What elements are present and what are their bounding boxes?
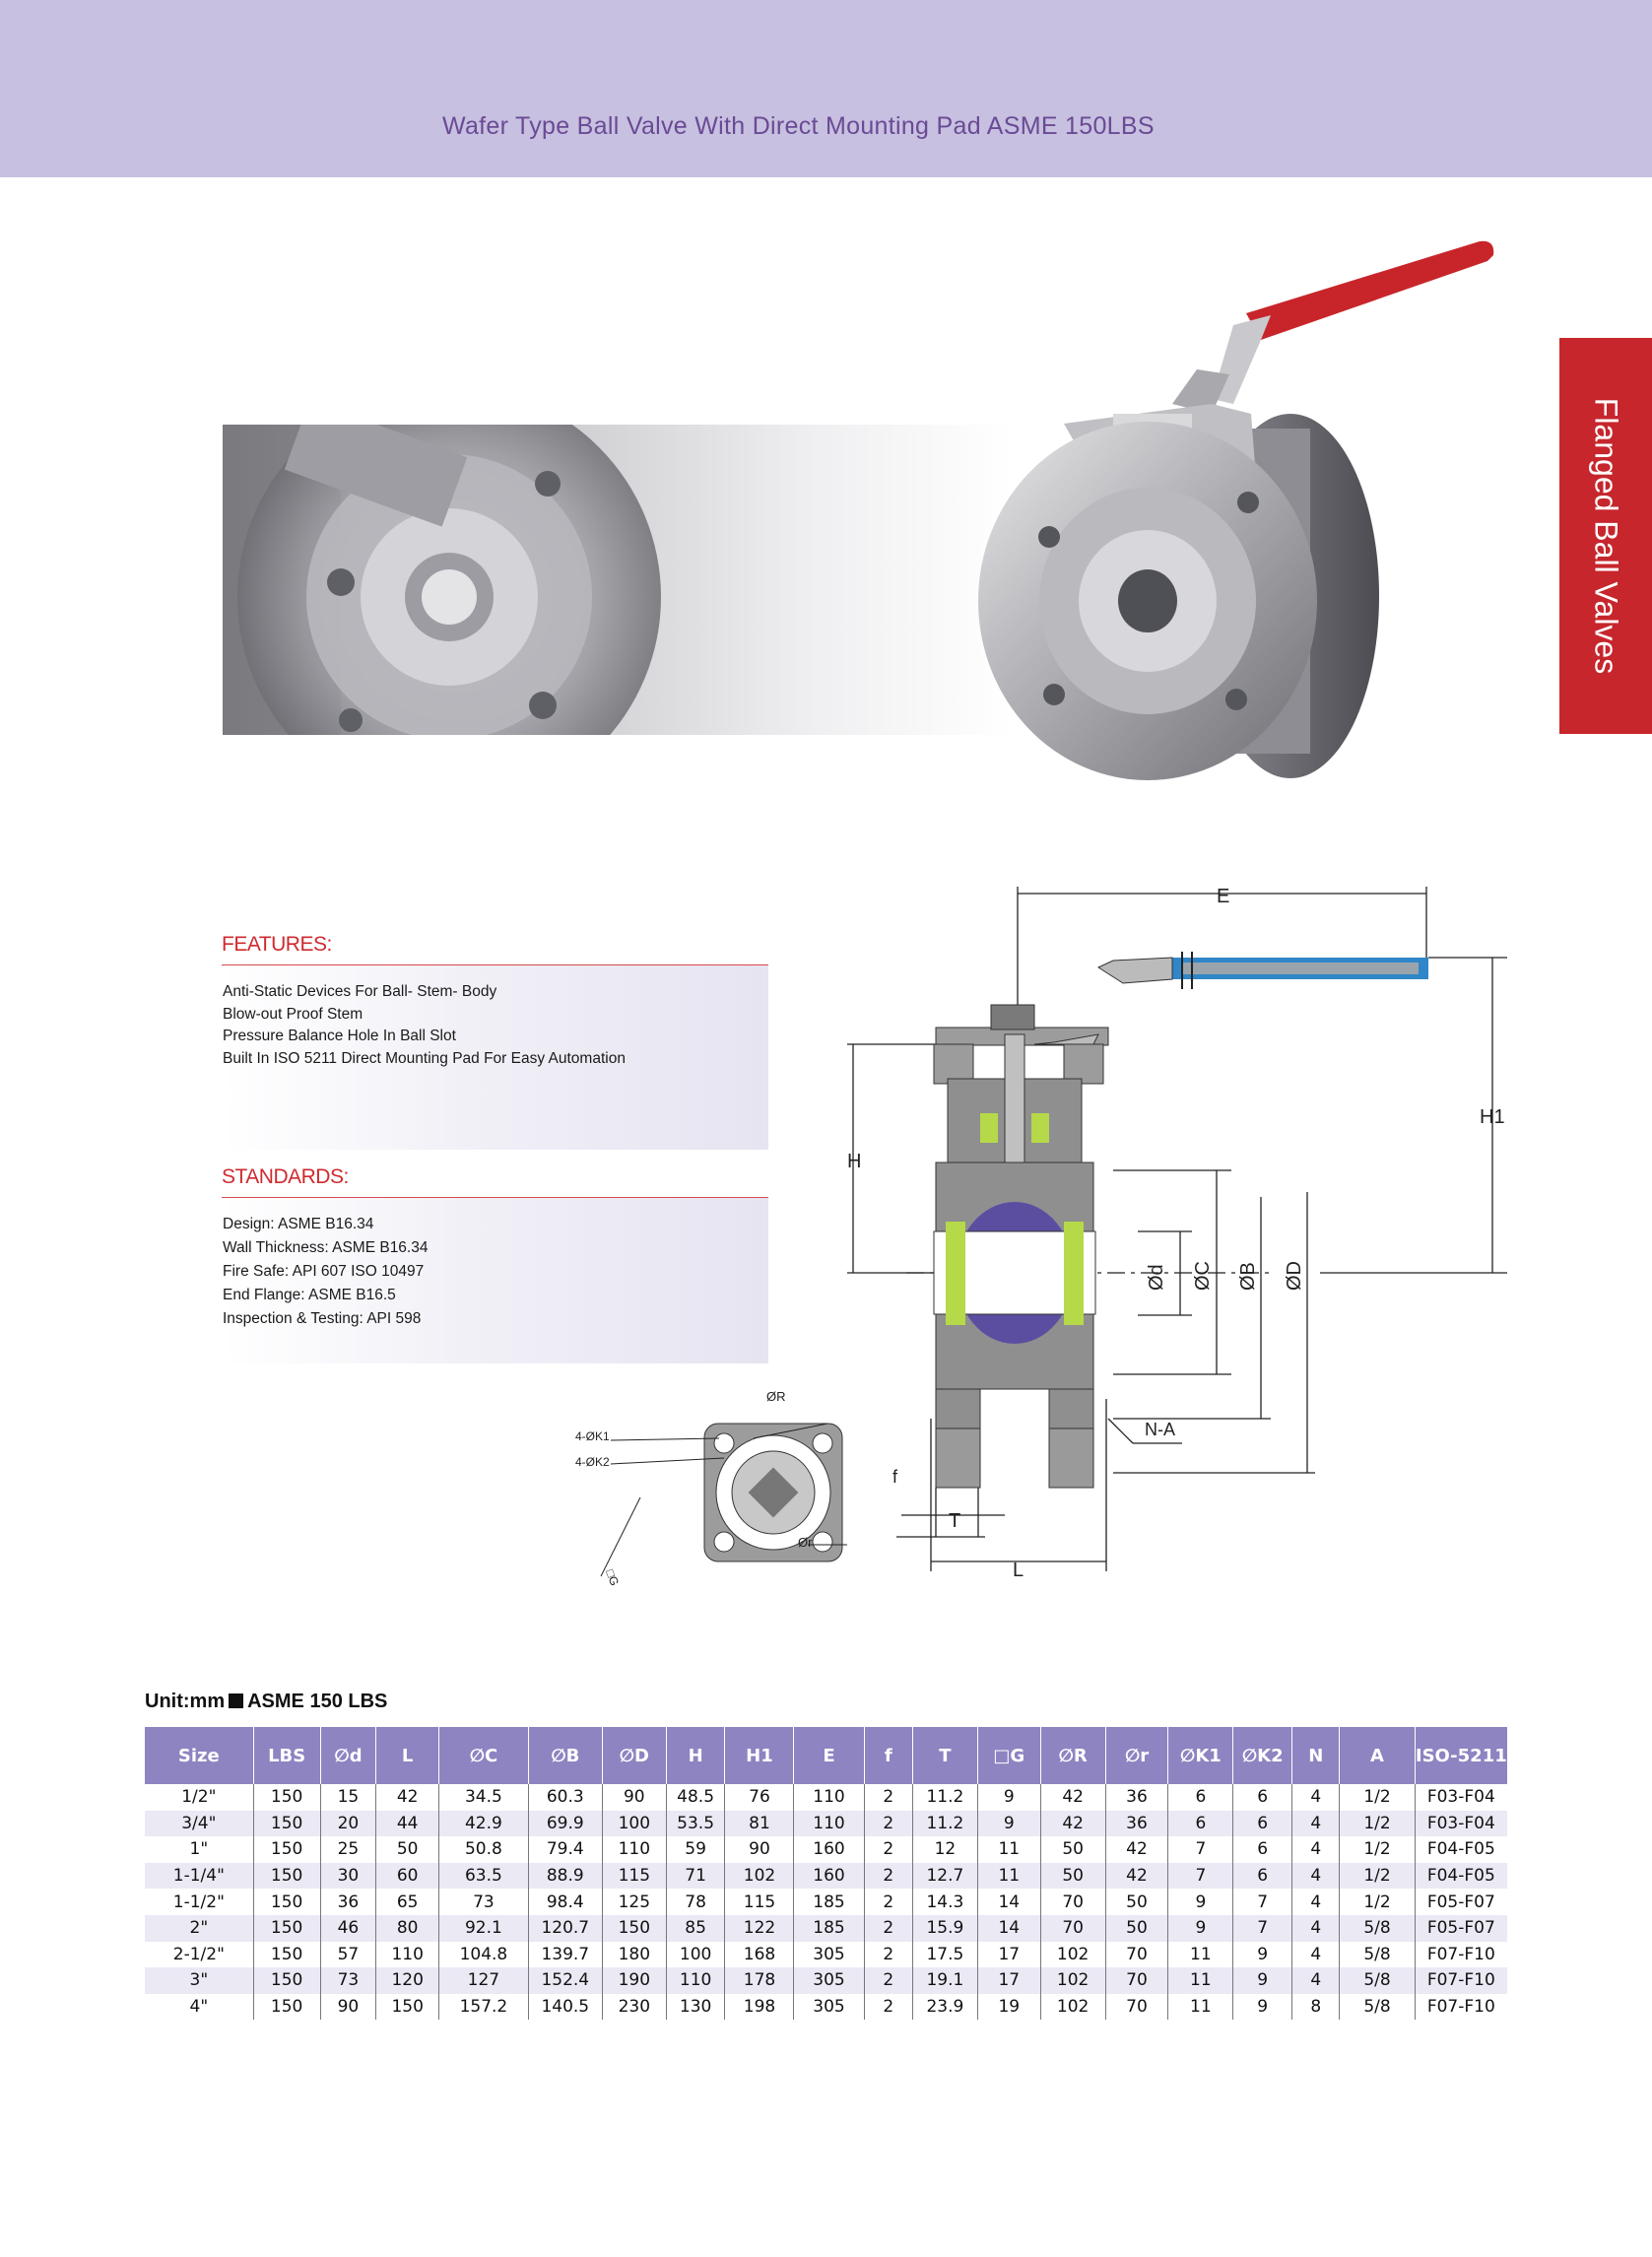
table-cell: 59 bbox=[666, 1836, 725, 1863]
table-cell: 127 bbox=[439, 1967, 529, 1994]
dim-label-H1: H1 bbox=[1480, 1106, 1505, 1128]
table-cell: 157.2 bbox=[439, 1994, 529, 2021]
table-cell: 90 bbox=[320, 1994, 376, 2021]
column-header: ∅R bbox=[1040, 1727, 1105, 1784]
dim-label-T: T bbox=[949, 1510, 961, 1532]
table-cell: 50 bbox=[1105, 1915, 1168, 1942]
table-cell: 178 bbox=[725, 1967, 794, 1994]
table-cell: 150 bbox=[253, 1863, 320, 1890]
table-row bbox=[145, 1889, 1507, 1915]
table-header-row bbox=[145, 1727, 1507, 1784]
table-cell: 125 bbox=[602, 1889, 666, 1915]
ball-valve-photo bbox=[975, 232, 1527, 823]
table-cell: 15.9 bbox=[912, 1915, 977, 1942]
table-cell: 4 bbox=[1292, 1942, 1340, 1968]
table-cell: 9 bbox=[977, 1784, 1040, 1811]
table-cell: 9 bbox=[977, 1811, 1040, 1837]
table-cell: 4 bbox=[1292, 1863, 1340, 1890]
table-cell: 4 bbox=[1292, 1889, 1340, 1915]
table-cell: 115 bbox=[602, 1863, 666, 1890]
standard-item: End Flange: ASME B16.5 bbox=[223, 1287, 396, 1303]
table-cell: 11 bbox=[977, 1836, 1040, 1863]
column-header: N bbox=[1292, 1727, 1340, 1784]
table-cell: 3" bbox=[145, 1967, 253, 1994]
standard-item: Wall Thickness: ASME B16.34 bbox=[223, 1239, 429, 1256]
dim-label-B: ØB bbox=[1237, 1262, 1259, 1291]
table-cell: 42 bbox=[376, 1784, 439, 1811]
table-cell: 63.5 bbox=[439, 1863, 529, 1890]
table-cell: 90 bbox=[725, 1836, 794, 1863]
table-cell: 5/8 bbox=[1340, 1994, 1415, 2021]
table-cell: 150 bbox=[253, 1915, 320, 1942]
feature-item: Built In ISO 5211 Direct Mounting Pad For Easy Automation bbox=[223, 1049, 626, 1067]
section-tab bbox=[1559, 338, 1652, 734]
table-cell: 14.3 bbox=[912, 1889, 977, 1915]
table-cell: 102 bbox=[1040, 1942, 1105, 1968]
table-cell: 2 bbox=[864, 1915, 912, 1942]
standard-item: Fire Safe: API 607 ISO 10497 bbox=[223, 1263, 425, 1280]
column-header: ∅r bbox=[1105, 1727, 1168, 1784]
table-cell: 150 bbox=[253, 1967, 320, 1994]
table-cell: F04-F05 bbox=[1415, 1863, 1507, 1890]
table-cell: 2-1/2" bbox=[172, 1944, 225, 1964]
table-cell: 2 bbox=[864, 1967, 912, 1994]
table-cell: 120.7 bbox=[528, 1915, 602, 1942]
table-cell: 2 bbox=[864, 1863, 912, 1890]
dim-label-d: Ød bbox=[1146, 1264, 1167, 1291]
table-cell: 69.9 bbox=[528, 1811, 602, 1837]
table-cell: 102 bbox=[1040, 1994, 1105, 2021]
table-cell: 60.3 bbox=[528, 1784, 602, 1811]
table-cell: 71 bbox=[666, 1863, 725, 1890]
column-header: ∅d bbox=[320, 1727, 376, 1784]
table-cell: 6 bbox=[1168, 1811, 1233, 1837]
table-cell: 70 bbox=[1040, 1915, 1105, 1942]
table-cell: 110 bbox=[376, 1942, 439, 1968]
table-cell: 150 bbox=[376, 1994, 439, 2021]
table-cell: 80 bbox=[376, 1915, 439, 1942]
standard-item: Inspection & Testing: API 598 bbox=[223, 1310, 422, 1327]
table-cell: 30 bbox=[320, 1863, 376, 1890]
table-cell: 9 bbox=[1233, 1967, 1292, 1994]
table-cell: 1" bbox=[189, 1839, 209, 1860]
column-header: ∅K1 bbox=[1168, 1727, 1233, 1784]
column-header: ∅K2 bbox=[1233, 1727, 1292, 1784]
table-cell: F07-F10 bbox=[1415, 1994, 1507, 2021]
table-row bbox=[145, 1994, 1507, 2021]
dim-label-R: ØR bbox=[766, 1389, 786, 1404]
table-cell: 5/8 bbox=[1340, 1967, 1415, 1994]
table-cell: 198 bbox=[725, 1994, 794, 2021]
table-cell: 14 bbox=[977, 1915, 1040, 1942]
table-cell: 53.5 bbox=[666, 1811, 725, 1837]
table-cell: 1/2 bbox=[1340, 1784, 1415, 1811]
dim-label-G: □G bbox=[603, 1567, 623, 1588]
table-cell: 102 bbox=[725, 1863, 794, 1890]
table-cell: 230 bbox=[602, 1994, 666, 2021]
table-cell: 11 bbox=[1168, 1942, 1233, 1968]
table-cell: 11 bbox=[1168, 1994, 1233, 2021]
dim-label-f: f bbox=[892, 1467, 898, 1487]
unit-class: ASME 150 LBS bbox=[247, 1691, 388, 1712]
table-cell: 12.7 bbox=[912, 1863, 977, 1890]
table-cell: 139.7 bbox=[528, 1942, 602, 1968]
table-cell: 17 bbox=[977, 1942, 1040, 1968]
table-body bbox=[145, 1784, 1507, 2020]
table-cell: 17 bbox=[977, 1967, 1040, 1994]
column-header: ∅C bbox=[439, 1727, 529, 1784]
table-cell: 305 bbox=[794, 1967, 864, 1994]
table-cell: 73 bbox=[320, 1967, 376, 1994]
table-cell: 150 bbox=[253, 1784, 320, 1811]
column-header: T bbox=[912, 1727, 977, 1784]
dim-label-K1: 4-ØK1 bbox=[575, 1429, 610, 1443]
dim-label-E: E bbox=[1217, 886, 1230, 907]
column-header: □G bbox=[977, 1727, 1040, 1784]
table-cell: 79.4 bbox=[528, 1836, 602, 1863]
table-cell: 9 bbox=[1233, 1942, 1292, 1968]
column-header: ∅D bbox=[602, 1727, 666, 1784]
table-cell: 81 bbox=[725, 1811, 794, 1837]
table-row bbox=[145, 1836, 1507, 1863]
table-cell: 2 bbox=[864, 1784, 912, 1811]
table-row bbox=[145, 1863, 1507, 1890]
table-cell: 160 bbox=[794, 1836, 864, 1863]
table-cell: 6 bbox=[1168, 1784, 1233, 1811]
table-cell: 150 bbox=[253, 1889, 320, 1915]
standards-heading: STANDARDS: bbox=[222, 1165, 349, 1188]
dim-label-r: Ør bbox=[798, 1535, 813, 1550]
table-cell: 6 bbox=[1233, 1836, 1292, 1863]
table-cell: 6 bbox=[1233, 1784, 1292, 1811]
table-cell: 185 bbox=[794, 1915, 864, 1942]
unit-prefix: Unit:mm bbox=[145, 1691, 226, 1712]
dim-label-L: L bbox=[1013, 1560, 1024, 1581]
table-cell: 6 bbox=[1233, 1811, 1292, 1837]
table-cell: 6 bbox=[1233, 1863, 1292, 1890]
column-header: A bbox=[1340, 1727, 1415, 1784]
table-cell: 130 bbox=[666, 1994, 725, 2021]
table-cell: F03-F04 bbox=[1415, 1811, 1507, 1837]
table-cell: F04-F05 bbox=[1415, 1836, 1507, 1863]
dim-label-D: ØD bbox=[1284, 1261, 1305, 1291]
table-cell: 9 bbox=[1168, 1915, 1233, 1942]
table-cell: 50.8 bbox=[439, 1836, 529, 1863]
table-cell: 65 bbox=[376, 1889, 439, 1915]
table-cell: 70 bbox=[1105, 1967, 1168, 1994]
table-cell: 100 bbox=[602, 1811, 666, 1837]
table-cell: 4 bbox=[1292, 1836, 1340, 1863]
table-cell: 185 bbox=[794, 1889, 864, 1915]
table-cell: 57 bbox=[320, 1942, 376, 1968]
table-cell: 1-1/2" bbox=[172, 1892, 225, 1912]
table-cell: 2 bbox=[864, 1836, 912, 1863]
square-bullet-icon bbox=[229, 1693, 243, 1708]
table-cell: 90 bbox=[602, 1784, 666, 1811]
table-cell: 36 bbox=[1105, 1811, 1168, 1837]
table-cell: 76 bbox=[725, 1784, 794, 1811]
table-cell: 36 bbox=[1105, 1784, 1168, 1811]
table-cell: 20 bbox=[320, 1811, 376, 1837]
table-cell: 70 bbox=[1040, 1889, 1105, 1915]
table-cell: 104.8 bbox=[439, 1942, 529, 1968]
table-cell: 110 bbox=[666, 1967, 725, 1994]
table-cell: 180 bbox=[602, 1942, 666, 1968]
table-cell: 102 bbox=[1040, 1967, 1105, 1994]
table-cell: 12 bbox=[912, 1836, 977, 1863]
dimension-table bbox=[145, 1727, 1507, 2020]
feature-item: Pressure Balance Hole In Ball Slot bbox=[223, 1028, 456, 1044]
column-header: Size bbox=[145, 1727, 253, 1784]
table-cell: 305 bbox=[794, 1994, 864, 2021]
table-cell: F07-F10 bbox=[1415, 1967, 1507, 1994]
table-cell: 150 bbox=[253, 1836, 320, 1863]
page-title: Wafer Type Ball Valve With Direct Mounting Pad ASME 150LBS bbox=[442, 112, 1155, 140]
table-row bbox=[145, 1915, 1507, 1942]
dim-label-H: H bbox=[847, 1151, 862, 1172]
technical-drawing bbox=[562, 867, 1547, 1616]
table-cell: 70 bbox=[1105, 1994, 1168, 2021]
table-cell: 42 bbox=[1105, 1836, 1168, 1863]
column-header: ∅B bbox=[528, 1727, 602, 1784]
features-heading: FEATURES: bbox=[222, 933, 332, 956]
table-cell: 19 bbox=[977, 1994, 1040, 2021]
table-cell: 44 bbox=[376, 1811, 439, 1837]
table-cell: 3/4" bbox=[145, 1811, 253, 1837]
column-header: LBS bbox=[253, 1727, 320, 1784]
table-cell: 1/2 bbox=[1340, 1811, 1415, 1837]
table-cell: 48.5 bbox=[666, 1784, 725, 1811]
table-cell: 7 bbox=[1233, 1915, 1292, 1942]
table-row bbox=[145, 1784, 1507, 1811]
column-header: H1 bbox=[725, 1727, 794, 1784]
table-cell: 19.1 bbox=[912, 1967, 977, 1994]
table-cell: 92.1 bbox=[439, 1915, 529, 1942]
table-cell: 305 bbox=[794, 1942, 864, 1968]
table-cell: 11 bbox=[1168, 1967, 1233, 1994]
table-cell: 140.5 bbox=[528, 1994, 602, 2021]
table-cell: 85 bbox=[666, 1915, 725, 1942]
table-cell: 150 bbox=[253, 1994, 320, 2021]
table-cell: 1/2 bbox=[1340, 1836, 1415, 1863]
table-cell: 4" bbox=[189, 1997, 209, 2018]
table-cell: 42 bbox=[1040, 1811, 1105, 1837]
table-cell: 34.5 bbox=[439, 1784, 529, 1811]
table-cell: 11.2 bbox=[912, 1811, 977, 1837]
section-tab-label: Flanged Ball Valves bbox=[1588, 397, 1624, 675]
table-cell: 50 bbox=[376, 1836, 439, 1863]
table-cell: 110 bbox=[794, 1784, 864, 1811]
table-cell: 4 bbox=[1292, 1811, 1340, 1837]
table-cell: 78 bbox=[666, 1889, 725, 1915]
table-cell: 152.4 bbox=[528, 1967, 602, 1994]
table-cell: F03-F04 bbox=[1415, 1784, 1507, 1811]
table-cell: 42.9 bbox=[439, 1811, 529, 1837]
table-cell: 150 bbox=[253, 1942, 320, 1968]
table-cell: 15 bbox=[320, 1784, 376, 1811]
table-cell: 50 bbox=[1040, 1863, 1105, 1890]
table-row bbox=[145, 1942, 1507, 1968]
table-cell: 9 bbox=[1168, 1889, 1233, 1915]
table-cell: 4 bbox=[1292, 1784, 1340, 1811]
column-header: H bbox=[666, 1727, 725, 1784]
standards-list bbox=[223, 1213, 428, 1331]
table-cell: 1-1/4" bbox=[145, 1863, 253, 1890]
column-header: L bbox=[376, 1727, 439, 1784]
table-cell: 42 bbox=[1040, 1784, 1105, 1811]
table-cell: 1/2" bbox=[181, 1787, 217, 1808]
table-cell: 2" bbox=[145, 1915, 253, 1942]
table-cell: 4 bbox=[1292, 1915, 1340, 1942]
table-cell: 7 bbox=[1168, 1863, 1233, 1890]
table-cell: 60 bbox=[376, 1863, 439, 1890]
table-cell: 120 bbox=[376, 1967, 439, 1994]
table-cell: 14 bbox=[977, 1889, 1040, 1915]
table-cell: 73 bbox=[439, 1889, 529, 1915]
table-cell: 190 bbox=[602, 1967, 666, 1994]
column-header: f bbox=[864, 1727, 912, 1784]
dim-label-C: ØC bbox=[1192, 1261, 1214, 1291]
table-cell: 11 bbox=[977, 1863, 1040, 1890]
table-cell: 4 bbox=[1292, 1967, 1340, 1994]
table-cell: 2 bbox=[864, 1994, 912, 2021]
feature-item: Anti-Static Devices For Ball- Stem- Body bbox=[223, 983, 497, 1000]
table-cell: 2 bbox=[864, 1942, 912, 1968]
table-cell: 17.5 bbox=[912, 1942, 977, 1968]
table-cell: 168 bbox=[725, 1942, 794, 1968]
table-cell: 100 bbox=[666, 1942, 725, 1968]
table-cell: 50 bbox=[1105, 1889, 1168, 1915]
table-cell: 115 bbox=[725, 1889, 794, 1915]
table-row bbox=[145, 1811, 1507, 1837]
table-cell: 42 bbox=[1105, 1863, 1168, 1890]
table-cell: 36 bbox=[320, 1889, 376, 1915]
table-cell: 2 bbox=[864, 1889, 912, 1915]
table-cell: 8 bbox=[1292, 1994, 1340, 2021]
table-cell: 5/8 bbox=[1340, 1942, 1415, 1968]
dim-label-NA: N-A bbox=[1145, 1420, 1175, 1439]
table-cell: 11.2 bbox=[912, 1784, 977, 1811]
unit-caption bbox=[145, 1691, 387, 1713]
table-row bbox=[145, 1967, 1507, 1994]
table-cell: 1/2 bbox=[1340, 1889, 1415, 1915]
table-cell: 7 bbox=[1168, 1836, 1233, 1863]
table-cell: F05-F07 bbox=[1415, 1889, 1507, 1915]
table-cell: 5/8 bbox=[1340, 1915, 1415, 1942]
table-cell: 98.4 bbox=[528, 1889, 602, 1915]
table-cell: 70 bbox=[1105, 1942, 1168, 1968]
table-cell: 122 bbox=[725, 1915, 794, 1942]
table-cell: 50 bbox=[1040, 1836, 1105, 1863]
feature-item: Blow-out Proof Stem bbox=[223, 1005, 363, 1023]
table-cell: 150 bbox=[602, 1915, 666, 1942]
table-cell: 7 bbox=[1233, 1889, 1292, 1915]
table-cell: 23.9 bbox=[912, 1994, 977, 2021]
table-cell: 25 bbox=[320, 1836, 376, 1863]
standard-item: Design: ASME B16.34 bbox=[223, 1216, 374, 1232]
table-cell: 110 bbox=[794, 1811, 864, 1837]
table-cell: F05-F07 bbox=[1415, 1915, 1507, 1942]
table-cell: 110 bbox=[602, 1836, 666, 1863]
table-cell: 46 bbox=[320, 1915, 376, 1942]
table-cell: 150 bbox=[253, 1811, 320, 1837]
column-header: E bbox=[794, 1727, 864, 1784]
table-cell: 160 bbox=[794, 1863, 864, 1890]
dim-label-K2: 4-ØK2 bbox=[575, 1455, 610, 1469]
table-cell: F07-F10 bbox=[1415, 1942, 1507, 1968]
column-header: ISO-5211 bbox=[1415, 1727, 1507, 1784]
page-header bbox=[0, 0, 1652, 177]
table-cell: 9 bbox=[1233, 1994, 1292, 2021]
table-cell: 88.9 bbox=[528, 1863, 602, 1890]
table-cell: 1/2 bbox=[1340, 1863, 1415, 1890]
table-cell: 2 bbox=[864, 1811, 912, 1837]
